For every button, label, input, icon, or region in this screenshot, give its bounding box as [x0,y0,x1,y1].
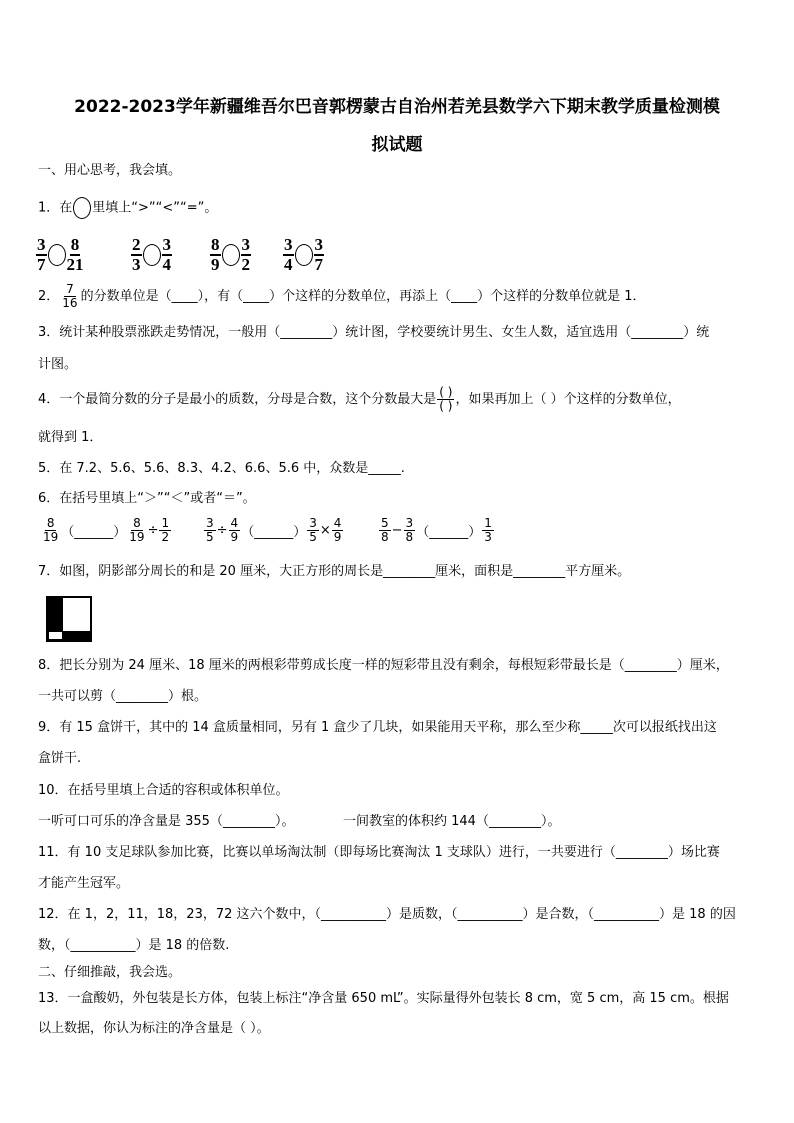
question-10-line1: 10．在括号里填上合适的容积或体积单位。 [38,783,289,798]
compare-circle-icon[interactable] [222,244,240,266]
question-9-line1: 9．有 15 盒饼干，其中的 14 盒质量相同，另有 1 盒少了几块，如果能用天平称，那么至少称_____次可以报纸找出这 [38,720,717,735]
answer-blank[interactable]: （______） [241,525,307,540]
question-13-line1: 13．一盒酸奶，外包装是长方体，包装上标注“净含量 650 mL”。实际量得外包装长 8 cm，宽 5 cm，高 15 cm。根据 [38,991,729,1006]
compare-pair: 3 4 3 7 [284,235,323,274]
question-10-part-b: 一间教室的体积约 144（________）。 [343,814,561,829]
compare-pair: 3 7 8 21 [37,235,84,274]
compare-circle-icon[interactable] [48,244,66,266]
question-9-line2: 盒饼干. [38,751,82,766]
section-heading: 一、用心思考，我会填。 [38,163,182,178]
question-8-line1: 8．把长分别为 24 厘米、18 厘米的两根彩带剪成长度一样的短彩带且没有剩余，每根短彩带最长是（________）厘米， [38,658,729,673]
question-1: 1．在 里填上“>”“<”“=”。 [38,197,217,219]
compare-pair: 2 3 3 4 [132,235,171,274]
section-heading: 二、仔细推敲，我会选。 [38,965,182,980]
square-figure [46,596,92,642]
question-4-line2: 就得到 1． [38,430,103,445]
question-5: 5．在 7.2、5.6、5.6、8.3、4.2、6.6、5.6 中，众数是_____. [38,461,405,476]
question-11-line2: 才能产生冠军。 [38,876,130,891]
page-title: 2022-2023学年新疆维吾尔巴音郭楞蒙古自治州若羌县数学六下期末教学质量检测模 [74,97,720,117]
compare-circle-icon[interactable] [295,244,313,266]
question-13-line2: 以上数据，你认为标注的净含量是（ ）。 [38,1021,270,1036]
question-6: 6．在括号里填上“＞”“＜”或者“＝”。 [38,491,256,506]
q6-item-1: $\frac{8}{19}$ （______） $\frac{8}{19}$ ÷ $\frac{1}{2}$ [43,516,170,544]
compare-circle-icon[interactable] [143,244,161,266]
question-2: 2． $\frac{7}{16}$ 的分数单位是（____），有（____）个这样的分数单位，再添上（____）个这样的分数单位就是 1． [38,282,646,310]
compare-circle-icon [73,197,91,219]
q6-item-3: $\frac{5}{8}$ − $\frac{3}{8}$ （______） $\frac{1}{3}$ [381,516,492,544]
question-4: 4．一个最简分数的分子是最小的质数，分母是合数，这个分数最大是 $\frac{( )}{( )}$ ，如果再加上（ ）个这样的分数单位， [38,385,681,413]
page-title-cont: 拟试题 [371,135,423,155]
question-3-line1: 3．统计某种股票涨跌走势情况，一般用（________）统计图，学校要统计男生、女生人数，适宜选用（________）统 [38,325,710,340]
question-10-part-a: 一听可口可乐的净含量是 355（________）。 [38,814,295,829]
shaded-region [63,631,90,640]
question-12-line1: 12．在 1，2，11，18，23，72 这六个数中，（__________）是质数，（__________）是合数，（__________）是 18 的因 [38,907,736,922]
q6-item-2: $\frac{3}{5}$ ÷ $\frac{4}{9}$ （______） $\frac{3}{5}$ × $\frac{4}{9}$ [206,516,342,544]
small-square [48,631,63,640]
question-12-line2: 数，（__________）是 18 的倍数. [38,938,230,953]
question-7: 7．如图，阴影部分周长的和是 20 厘米，大正方形的周长是________厘米，面积是________平方厘米。 [38,564,631,579]
answer-blank[interactable]: （______） [61,525,127,540]
compare-pair: 8 9 3 2 [211,235,250,274]
question-3-line2: 计图。 [38,357,78,372]
question-11-line1: 11．有 10 支足球队参加比赛，比赛以单场淘汰制（即每场比赛淘汰 1 支球队）进行，一共要进行（________）场比赛 [38,845,720,860]
shaded-region [48,598,63,631]
answer-blank[interactable]: （______） [416,525,482,540]
question-8-line2: 一共可以剪（________）根。 [38,689,208,704]
